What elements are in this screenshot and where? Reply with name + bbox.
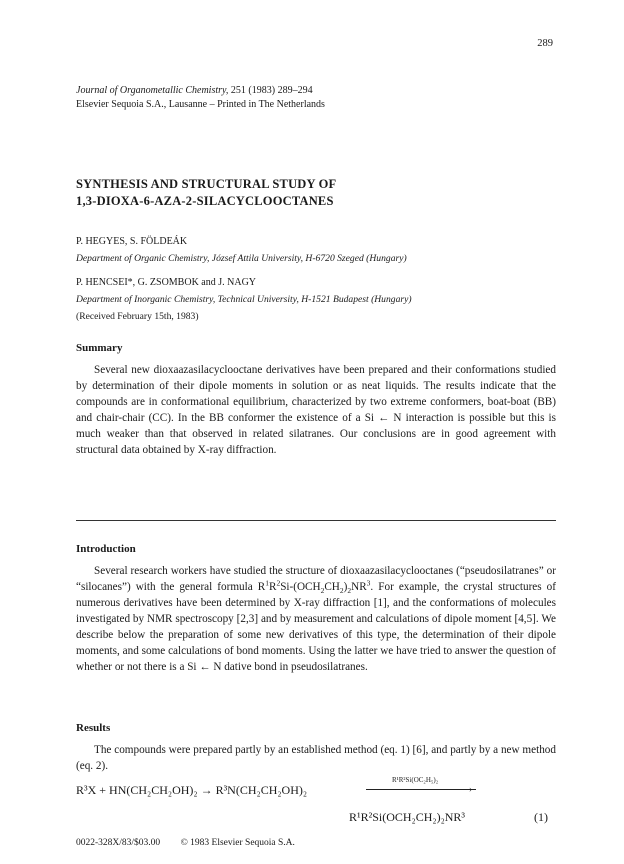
authors-group-2: P. HENCSEI*, G. ZSOMBOK and J. NAGY	[76, 277, 257, 288]
equation-label: (1)	[534, 810, 548, 824]
footer-code: 0022-328X/83/$03.00	[76, 838, 161, 848]
equation-lhs: R³X + HN(CH₂CH₂OH)₂ → R³N(CH₂CH₂OH)₂	[76, 783, 308, 797]
summary-text: Several new dioxaazasilacyclooctane derivatives have been prepared and their conformations studied by determination of their dipole moments in solution or as neat liquids. The results indicate that the compounds are in conformational equilibrium, characterized by two extreme conformers, boat-boat (BB) and chair-chair (CC). In the BB conformer the existence of a Si ← N interaction is possible but this is much weaker than that observed in related silatranes. Our conclusions are in good agreement with structural data obtained by X-ray diffraction.	[76, 364, 556, 456]
authors-group-1: P. HEGYES, S. FÖLDEÁK	[76, 236, 188, 247]
equation-product: R¹R²Si(OCH₂CH₂)₂NR³	[349, 810, 466, 824]
results-heading: Results	[76, 722, 111, 734]
affiliation-1: Department of Organic Chemistry, József Attila University, H-6720 Szeged (Hungary)	[76, 253, 407, 264]
reaction-arrow	[366, 789, 476, 790]
summary-heading: Summary	[76, 342, 123, 354]
journal-header	[76, 84, 325, 112]
received-date: (Received February 15th, 1983)	[76, 311, 199, 322]
journal-publisher: Elsevier Sequoia S.A., Lausanne – Printed in The Netherlands	[76, 99, 325, 110]
introduction-heading: Introduction	[76, 543, 136, 555]
arrow-reagent: R¹R²Si(OC₂H₅)₂	[392, 776, 439, 784]
title-line-1: SYNTHESIS AND STRUCTURAL STUDY OF	[76, 177, 337, 191]
page-number: 289	[537, 38, 553, 49]
paper-title	[76, 176, 336, 210]
journal-volume: 251 (1983) 289–294	[228, 85, 313, 96]
footer	[76, 838, 313, 848]
arrow-head: ›	[469, 784, 472, 794]
results-text: The compounds were prepared partly by an established method (eq. 1) [6], and partly by a new method (eq. 2).	[76, 744, 556, 772]
journal-citation: Journal of Organometallic Chemistry,	[76, 85, 229, 96]
affiliation-2: Department of Inorganic Chemistry, Technical University, H-1521 Budapest (Hungary)	[76, 294, 412, 305]
introduction-text: Several research workers have studied the structure of dioxaazasilacyclooctanes (“pseudosilatranes” or “silocanes”) with the general formula $R^1R^2Si-(OCH_2CH_2)_2NR^3$. For example, the crystal structures of numerous derivatives have been determined by X-ray diffraction [1], and the conformations of molecules investigated by NMR spectroscopy [2,3] and by measurement and calculations of dipole moment [4,5]. We describe below the preparation of some new derivatives of this type, the determination of their dipole moments, and some calculations of bond moments. Using the latter we have tried to answer the question of whether or not there is a Si ← N dative bond in pseudosilatranes.	[76, 565, 556, 673]
title-line-2: 1,3-DIOXA-6-AZA-2-SILACYCLOOCTANES	[76, 194, 334, 208]
section-divider	[76, 520, 556, 521]
footer-copyright: © 1983 Elsevier Sequoia S.A.	[180, 838, 295, 848]
